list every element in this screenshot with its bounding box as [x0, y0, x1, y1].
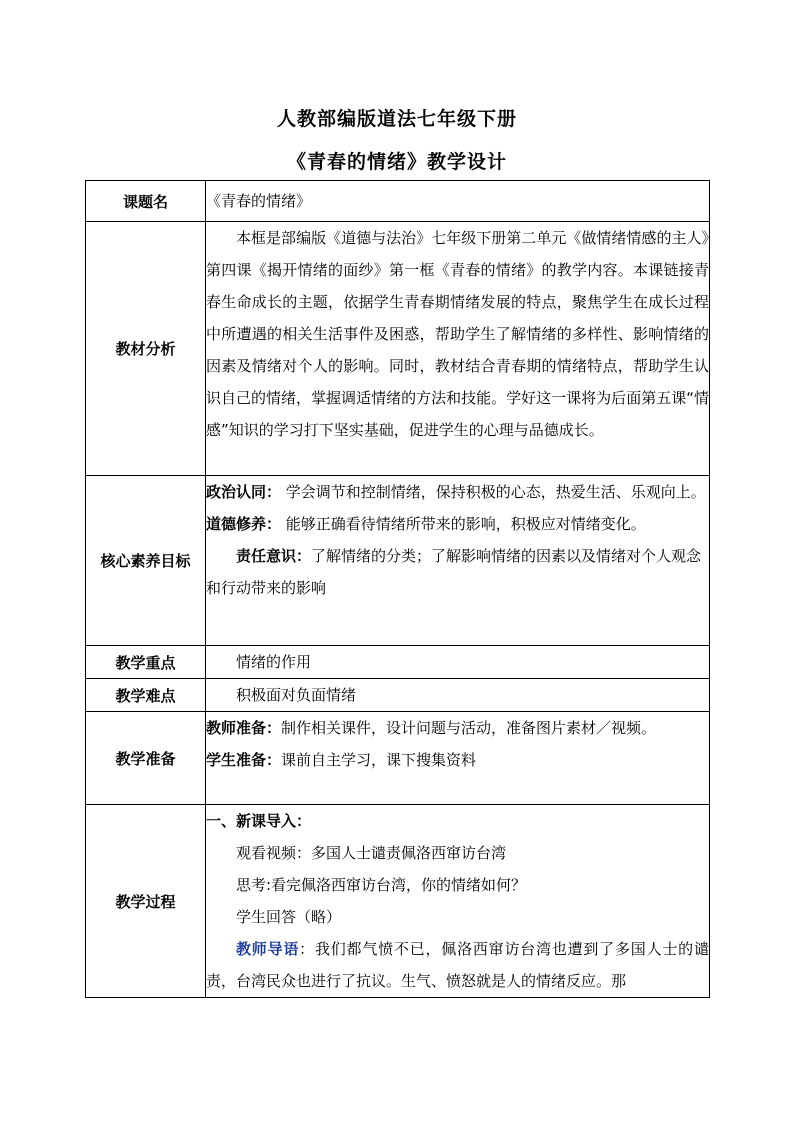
process-section-heading: 一、新课导入：: [206, 812, 312, 830]
difficulty-label: 教学难点: [86, 679, 206, 712]
prep-student-text: 课前自主学习，课下搜集资料: [281, 751, 477, 769]
goal-political-label: 政治认同：: [206, 483, 282, 501]
goal-responsibility: [206, 540, 709, 604]
document-title: 人教部编版道法七年级下册: [276, 108, 517, 130]
prep-teacher-text: 制作相关课件，设计问题与活动，准备图片素材／视频。: [281, 719, 657, 737]
table-row-preparation: [86, 712, 710, 805]
lesson-plan-table: [85, 180, 710, 998]
prep-student: [206, 744, 709, 776]
process-guide-text: ：我们都气愤不已，佩洛西窜访台湾也遭到了多国人士的谴责，台湾民众也进行了抗议。生气、愤怒就是人的情绪反应。那: [206, 940, 709, 990]
goal-responsibility-label: 责任意识：: [236, 547, 312, 565]
difficulty-value: 积极面对负面情绪: [236, 686, 357, 704]
table-row-key-point: [86, 646, 710, 679]
preparation-label: 教学准备: [86, 712, 206, 805]
goal-moral: [206, 508, 709, 540]
table-row-analysis: [86, 222, 710, 476]
topic-label: 课题名: [86, 181, 206, 222]
document-subtitle: 《青春的情绪》教学设计: [286, 151, 507, 173]
process-think-line: 思考:看完佩洛西窜访台湾，你的情绪如何？: [236, 876, 527, 894]
process-guide-label: 教师导语: [236, 940, 300, 958]
analysis-text: 本框是部编版《道德与法治》七年级下册第二单元《做情绪情感的主人》第四课《揭开情绪的面纱》第一框《青春的情绪》的教学内容。本课链接青春生命成长的主题，依据学生青春期情绪发展的特点，聚焦学生在成长过程中所遭遇的相关生活事件及困惑，帮助学生了解情绪的多样性、影响情绪的因素及情绪对个人的影响。同时，教材结合青春期的情绪特点，帮助学生认识自己的情绪，掌握调适情绪的方法和技能。学好这一课将为后面第五课“情感”知识的学习打下坚实基础，促进学生的心理与品德成长。: [206, 229, 709, 439]
process-guide: [206, 933, 709, 997]
process-label: 教学过程: [86, 805, 206, 998]
prep-teacher-label: 教师准备：: [206, 719, 282, 737]
goal-moral-text: 能够正确看待情绪所带来的影响，积极应对情绪变化。: [285, 515, 646, 533]
table-row-topic: [86, 181, 710, 222]
table-row-process: [86, 805, 710, 998]
analysis-label: 教材分析: [86, 222, 206, 476]
topic-value: 《青春的情绪》: [206, 192, 312, 210]
process-video-line: 观看视频：多国人士谴责佩洛西窜访台湾: [236, 844, 507, 862]
key-point-value: 情绪的作用: [236, 653, 312, 671]
key-point-label: 教学重点: [86, 646, 206, 679]
prep-teacher: [206, 712, 709, 744]
table-row-difficulty: [86, 679, 710, 712]
goal-political: [206, 476, 709, 508]
goal-responsibility-text: 了解情绪的分类；了解影响情绪的因素以及情绪对个人观念和行动带来的影响: [206, 547, 702, 597]
goal-moral-label: 道德修养：: [206, 515, 282, 533]
goals-label: 核心素养目标: [86, 476, 206, 646]
prep-student-label: 学生准备：: [206, 751, 282, 769]
process-answer-line: 学生回答（略）: [236, 908, 342, 926]
table-row-goals: [86, 476, 710, 646]
goal-political-text: 学会调节和控制情绪，保持积极的心态，热爱生活、乐观向上。: [285, 483, 706, 501]
